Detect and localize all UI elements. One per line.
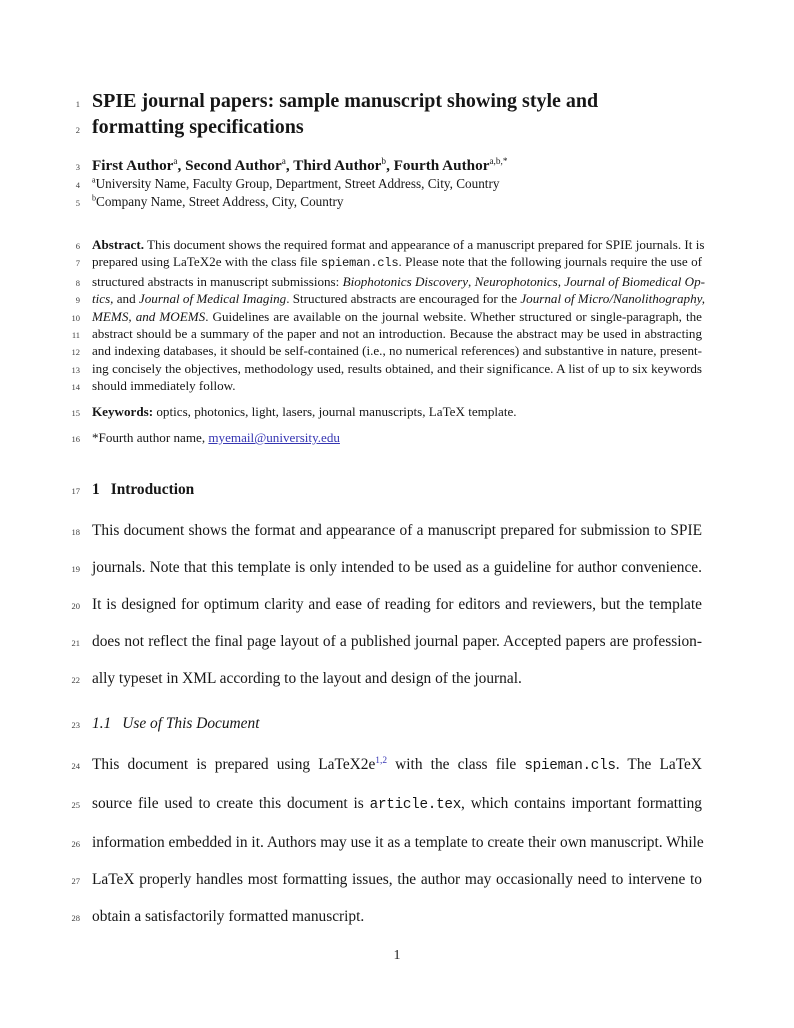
text-run: *Fourth author name,	[92, 430, 209, 446]
line-text	[92, 549, 702, 586]
superscript: a,b,*	[489, 156, 508, 167]
line-number: 9	[75, 295, 80, 306]
line-number: 8	[75, 277, 80, 288]
code-text: spieman.cls	[524, 758, 616, 775]
text-run: . The LaTeX	[615, 756, 703, 774]
section-number: 1.1	[92, 715, 112, 733]
code-text: spieman.cls	[320, 256, 399, 271]
manuscript-lines	[58, 88, 710, 935]
line-text	[92, 785, 702, 824]
line-text	[92, 861, 702, 898]
text-run: This document is prepared using LaTeX2e	[92, 756, 376, 774]
manuscript-line	[58, 342, 710, 359]
line-number: 3	[75, 162, 80, 172]
italic-text: tics,	[92, 291, 114, 307]
manuscript-line	[58, 308, 710, 325]
line-text	[92, 377, 702, 394]
line-text	[92, 512, 702, 549]
manuscript-line	[58, 193, 710, 211]
text-run: , which contains important formatting	[461, 795, 703, 813]
italic-text: MEMS, and MOEMS	[92, 308, 206, 324]
text-run: formatting specifications	[92, 116, 304, 138]
line-number: 19	[71, 564, 80, 575]
text-run: LaTeX properly handles most formatting issues, the author may occasionally need to intervene to	[92, 871, 702, 889]
text-run: and indexing databases, it should be self-contained (i.e., no numerical references) and substantive in nature, present-	[92, 343, 702, 359]
line-text	[92, 714, 702, 734]
line-text	[92, 586, 702, 623]
manuscript-line	[58, 377, 710, 394]
text-run: structured abstracts in manuscript submissions:	[92, 273, 343, 289]
superscript: b	[92, 193, 97, 203]
manuscript-line	[58, 325, 710, 342]
text-run: ,	[557, 273, 565, 289]
text-run: should immediately follow.	[92, 378, 236, 394]
email-link[interactable]: myemail@university.edu	[208, 430, 340, 446]
manuscript-line	[58, 236, 710, 253]
text-run: obtain a satisfactorily formatted manuscript.	[92, 908, 365, 926]
manuscript-line	[58, 512, 710, 549]
text-run: ally typeset in XML according to the layout and design of the journal.	[92, 670, 522, 688]
text-run: This document shows the format and appearance of a manuscript prepared for submission to SPIE	[92, 522, 702, 540]
text-run: with the class file	[387, 756, 525, 774]
italic-text: Biophotonics Discovery	[342, 273, 469, 289]
manuscript-line	[58, 586, 710, 623]
manuscript-line	[58, 156, 710, 175]
line-number: 20	[71, 601, 80, 612]
manuscript-line	[58, 861, 710, 898]
line-number: 24	[71, 761, 80, 772]
manuscript-line	[58, 253, 710, 272]
line-number: 6	[75, 241, 80, 251]
bold-text: Keywords:	[92, 403, 154, 419]
line-text	[92, 403, 702, 420]
text-run: optics, photonics, light, lasers, journal manuscripts, LaTeX template.	[153, 403, 517, 419]
line-text	[92, 325, 702, 342]
line-number: 13	[71, 364, 80, 375]
manuscript-line	[58, 290, 710, 307]
bold-text: Abstract.	[92, 237, 144, 252]
manuscript-line	[58, 898, 710, 935]
line-number: 7	[75, 258, 80, 269]
text-run: SPIE journal papers: sample manuscript showing style and	[92, 90, 599, 112]
line-text	[92, 660, 702, 697]
line-text	[92, 193, 702, 211]
text-run: . Please note that the following journals require the use of	[398, 254, 703, 270]
line-number: 21	[71, 638, 80, 649]
manuscript-line	[58, 549, 710, 586]
line-number: 28	[71, 913, 80, 924]
italic-text: Neurophotonics	[474, 273, 558, 289]
italic-text: Journal of Biomedical Op-	[564, 273, 706, 289]
line-number: 5	[75, 197, 80, 208]
text-run: University Name, Faculty Group, Department, Street Address, City, Country	[95, 176, 500, 191]
text-run: information embedded in it. Authors may use it as a template to create their own manuscript. While	[92, 834, 704, 852]
manuscript-line	[58, 273, 710, 290]
line-number: 12	[71, 347, 80, 358]
line-text	[92, 273, 706, 290]
text-run: does not reflect the final page layout of a published journal paper. Accepted papers are profession-	[92, 633, 702, 651]
line-text	[92, 429, 702, 446]
manuscript-line	[58, 824, 710, 861]
italic-text: Journal of Medical Imaging	[138, 291, 287, 307]
line-number: 14	[71, 382, 80, 393]
line-text	[92, 290, 705, 307]
manuscript-line	[58, 114, 710, 140]
italic-text: Journal of Micro/Nanolithography,	[520, 291, 705, 307]
manuscript-line	[58, 660, 710, 697]
line-text	[92, 898, 702, 935]
line-text	[92, 308, 702, 325]
text-run: and	[113, 291, 139, 307]
text-run: , Second Author	[177, 157, 282, 174]
text-run: journals. Note that this template is only intended to be used as a guideline for author convenience.	[92, 559, 702, 577]
line-text	[92, 824, 702, 861]
line-text	[92, 175, 702, 193]
text-run: , Third Author	[285, 157, 382, 174]
text-run: abstract should be a summary of the paper and not an introduction. Because the abstract may be used in abstracting	[92, 326, 702, 342]
text-run: ,	[468, 273, 475, 289]
superscript: a	[173, 156, 178, 167]
manuscript-line	[58, 429, 710, 446]
line-number: 23	[71, 720, 80, 731]
line-number: 22	[71, 675, 80, 686]
manuscript-line	[58, 714, 710, 734]
text-run: It is designed for optimum clarity and ease of reading for editors and reviewers, but the template	[92, 596, 702, 614]
line-text	[92, 253, 702, 272]
line-text	[92, 480, 702, 500]
manuscript-line	[58, 785, 710, 824]
superscript: a	[92, 175, 96, 185]
manuscript-line	[58, 175, 710, 193]
text-run: . Guidelines are available on the journal website. Whether structured or single-paragraph, the	[205, 308, 702, 324]
line-number: 2	[75, 125, 80, 135]
manuscript-line	[58, 623, 710, 660]
text-run: Company Name, Street Address, City, Country	[96, 193, 344, 209]
superscript: b	[381, 156, 387, 167]
page-number: 1	[393, 948, 401, 963]
line-number: 26	[71, 839, 80, 850]
line-text	[92, 156, 702, 175]
text-run: First Author	[92, 157, 174, 174]
line-number: 15	[71, 407, 80, 418]
line-number: 25	[71, 800, 80, 811]
manuscript-line	[58, 480, 710, 500]
line-text	[92, 236, 705, 253]
manuscript-line	[58, 746, 710, 785]
line-number: 16	[71, 434, 80, 445]
line-text	[92, 360, 702, 377]
section-number: 1	[92, 481, 100, 499]
line-text	[92, 746, 702, 785]
text-run: ing concisely the objectives, methodology used, results obtained, and their significance. A list of up to six keywords	[92, 360, 702, 376]
line-number: 11	[71, 330, 80, 341]
superscript: a	[281, 156, 286, 167]
text-run: , Fourth Author	[386, 157, 490, 174]
line-text	[92, 114, 702, 140]
line-number: 17	[71, 486, 80, 497]
text-run: This document shows the required format and appearance of a manuscript prepared for SPIE journals. It is	[144, 237, 705, 252]
code-text: article.tex	[369, 797, 461, 814]
text-run: Introduction	[110, 481, 195, 499]
line-text	[92, 342, 702, 359]
line-number: 27	[71, 876, 80, 887]
manuscript-line	[58, 88, 710, 114]
line-number: 18	[71, 527, 80, 538]
text-run: prepared using LaTeX2e with the class file	[92, 254, 321, 270]
text-run: . Structured abstracts are encouraged for the	[286, 291, 521, 307]
line-text	[92, 88, 702, 114]
manuscript-line	[58, 360, 710, 377]
citation-ref[interactable]: 1,2	[375, 756, 388, 767]
line-number: 1	[75, 99, 80, 109]
line-number: 10	[71, 312, 80, 323]
text-run: source file used to create this document is	[92, 795, 370, 813]
line-text	[92, 623, 702, 660]
text-run: Use of This Document	[122, 715, 260, 733]
line-number: 4	[75, 180, 80, 190]
manuscript-line	[58, 403, 710, 420]
